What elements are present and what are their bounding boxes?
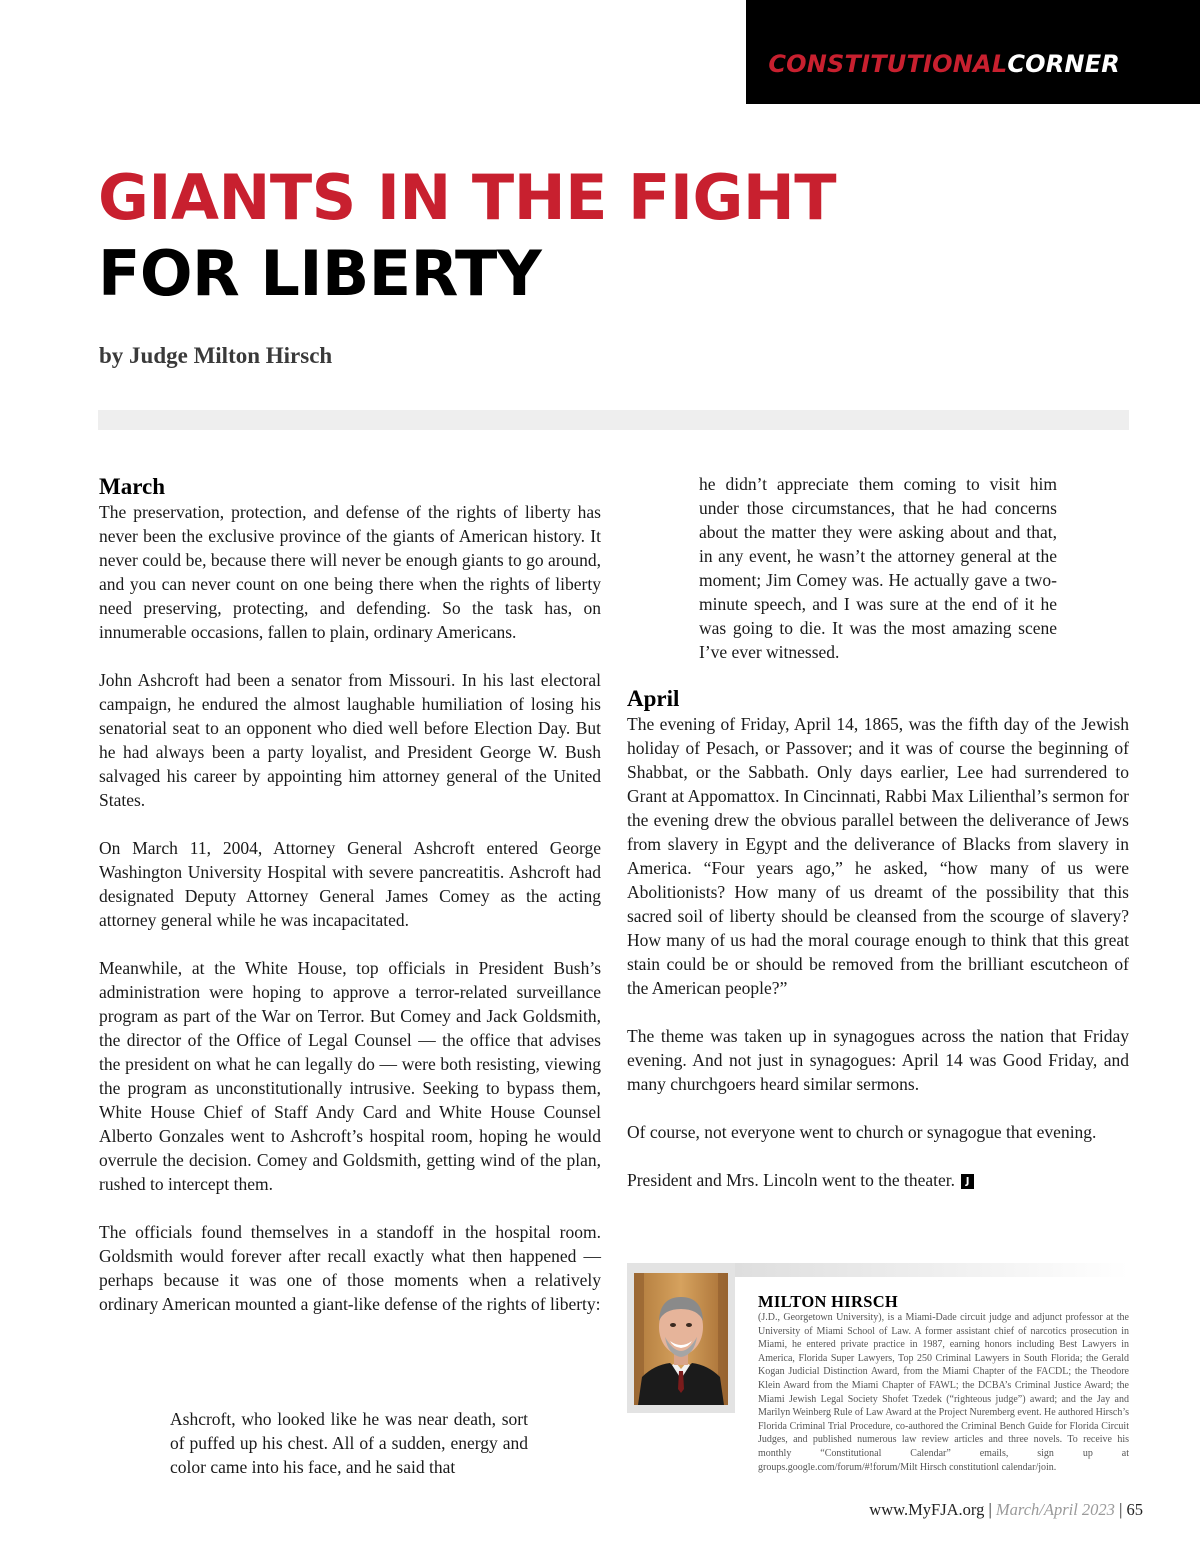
footer-separator: | xyxy=(1119,1500,1123,1519)
page-number: 65 xyxy=(1126,1500,1143,1519)
paragraph: The theme was taken up in synagogues across the nation that Friday evening. And not just in synagogues: April 14 was Good Friday, and many churchgoers heard similar sermons. xyxy=(627,1026,1129,1094)
page-footer xyxy=(869,1500,1143,1520)
paragraph: The officials found themselves in a standoff in the hospital room. Goldsmith would forever after recall exactly what then happened — perhaps because it was one of those moments when a relatively ordinary American mounted a giant-like defense of the rights of liberty: xyxy=(99,1222,601,1314)
byline: by Judge Milton Hirsch xyxy=(99,343,333,368)
end-mark-icon: J xyxy=(961,1174,974,1189)
closing-paragraph: President and Mrs. Lincoln went to the theater. J xyxy=(627,1168,1129,1192)
author-bio xyxy=(627,1263,1129,1473)
footer-separator: | xyxy=(988,1500,992,1519)
article-title xyxy=(98,160,836,312)
block-quote-part-2: he didn’t appreciate them coming to visit him under those circumstances, that he had concerns about the matter they were asking about and that, in any event, he wasn’t the attorney general at the moment; Jim Comey was. He actually gave a two-minute speech, and I was sure at the end of it he was going to die. It was the most amazing scene I’ve ever witnessed. xyxy=(699,474,1057,662)
author-name: MILTON HIRSCH xyxy=(758,1292,899,1311)
author-photo-frame xyxy=(627,1263,735,1413)
paragraph: On March 11, 2004, Attorney General Ashcroft entered George Washington University Hospital with severe pancreatitis. Ashcroft had designated Deputy Attorney General James Comey as the acting attorney general while he was incapacitated. xyxy=(99,838,601,930)
footer-website: www.MyFJA.org xyxy=(869,1500,985,1519)
author-photo xyxy=(634,1273,728,1405)
bio-header-rule xyxy=(735,1263,1129,1277)
title-line-2: FOR LIBERTY xyxy=(98,237,542,310)
april-heading: April xyxy=(627,686,680,711)
footer-issue: March/April 2023 xyxy=(995,1500,1115,1519)
march-heading: March xyxy=(99,474,166,499)
paragraph: Of course, not everyone went to church or synagogue that evening. xyxy=(627,1122,1097,1142)
block-quote-part-1: Ashcroft, who looked like he was near death, sort of puffed up his chest. All of a sudden, energy and color came into his face, and he said that xyxy=(170,1409,528,1477)
paragraph: Meanwhile, at the White House, top officials in President Bush’s administration were hoping to approve a terror-related surveillance program as part of the War on Terror. But Comey and Jack Goldsmith, the director of the Office of Legal Counsel — the office that advises the president on what he can legally do — were both resisting, viewing the program as unconstitutionally intrusive. Seeking to bypass them, White House Chief of Staff Andy Card and White House Counsel Alberto Gonzales went to Ashcroft’s hospital room, hoping he would overrule the decision. Comey and Goldsmith, getting wind of the plan, rushed to intercept them. xyxy=(99,958,601,1194)
section-banner-label: CONSTITUTIONALCORNER xyxy=(768,50,1120,78)
paragraph: The evening of Friday, April 14, 1865, was the fifth day of the Jewish holiday of Pesach, or Passover; and it was of course the beginning of Shabbat, or the Sabbath. Only days earlier, Lee had surrendered to Grant at Appomattox. In Cincinnati, Rabbi Max Lilienthal’s sermon for the evening drew the obvious parallel between the deliverance of Jews from slavery in Egypt and the deliverance of Blacks from slavery in America. “Four years ago,” he asked, “how many of us were Abolitionists? How many of us dreamt of the possibility that this sacred soil of liberty should be cleansed from the scourge of slavery? How many of us had the moral courage enough to think that this great stain could be or should be removed from the brilliant escutcheon of the American people?” xyxy=(627,714,1129,998)
april-section xyxy=(627,686,1129,1216)
author-portrait-icon xyxy=(634,1273,728,1405)
section-banner xyxy=(746,0,1200,104)
divider-bar xyxy=(98,410,1129,430)
paragraph: The preservation, protection, and defense of the rights of liberty has never been the exclusive province of the giants of American history. It never could be, because there will never be enough giants to go around, and you can never count on one being there when the rights of liberty need preserving, protecting, and defending. So the task has, on innumerable occasions, fallen to plain, ordinary Americans. xyxy=(99,502,601,642)
title-line-1: GIANTS IN THE FIGHT xyxy=(98,161,837,234)
march-section xyxy=(99,474,601,1340)
author-bio-text: (J.D., Georgetown University), is a Miami-Dade circuit judge and adjunct professor at the University of Miami School of Law. A former assistant chief of narcotics prosecution in Miami, he entered private practice in 1987, earning honors including Best Lawyers in America, Florida Super Lawyers, Top 250 Criminal Lawyers in South Florida; the Gerald Kogan Judicial Distinction Award, from the Miami Chapter of the FACDL; the Theodore Klein Award from the Miami Chapter of FAWL; the DCBA’s Criminal Justice Award; the Miami Jewish Legal Society Shofet Tzedek (“righteous judge”) award; and the Jay and Marilyn Weinberg Rule of Law Award at the Project Nuremberg event. He authored Hirsch’s Florida Criminal Trial Procedure, co-authored the Criminal Bench Guide for Florida Circuit Judges, and published numerous law review articles and three novels. To receive his monthly “Constitutional Calendar” emails, sign up at groups.google.com/forum/#!forum/Milt Hirsch constitutionl calendar/join. xyxy=(758,1312,1129,1473)
paragraph: John Ashcroft had been a senator from Missouri. In his last electoral campaign, he endured the almost laughable humiliation of losing his senatorial seat to an opponent who died well before Election Day. But he had always been a party loyalist, and President George W. Bush salvaged his career by appointing him attorney general of the United States. xyxy=(99,670,601,810)
